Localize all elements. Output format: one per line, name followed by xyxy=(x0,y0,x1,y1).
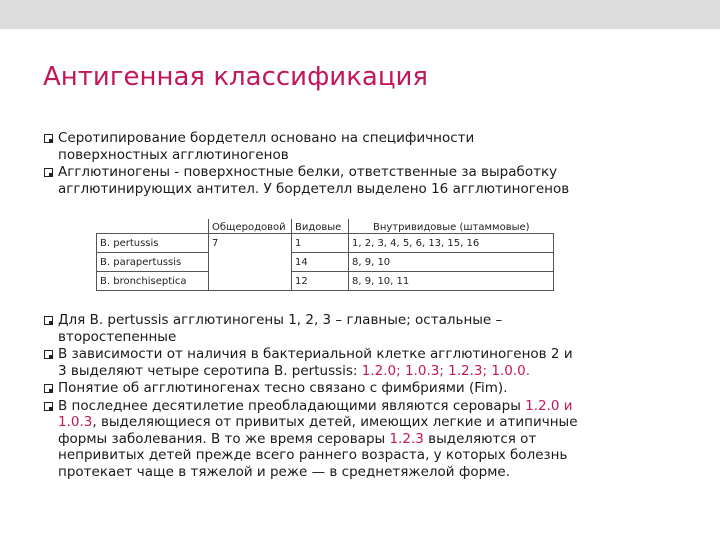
table-header-cell: Видовые xyxy=(292,219,349,234)
top-bar xyxy=(0,0,720,29)
table-cell: 12 xyxy=(292,272,349,291)
bullet-icon xyxy=(43,133,55,145)
bullet-agglutinogens: Агглютиногены - поверхностные белки, ответственные за выработку агглютинирующих антител. У бордетелл выделено 16 агглютиногенов xyxy=(43,164,683,197)
table-cell: 8, 9, 10 xyxy=(349,253,554,272)
serovar-code: 1.2.3 xyxy=(389,430,424,447)
table-header-cell xyxy=(97,219,209,234)
bullet-icon xyxy=(43,315,55,327)
table-cell: B. parapertussis xyxy=(97,253,209,272)
table-cell xyxy=(209,253,292,272)
table-cell: 1, 2, 3, 4, 5, 6, 13, 15, 16 xyxy=(349,234,554,253)
serovar-code: 1.2.0 и xyxy=(525,397,573,414)
bullet-icon xyxy=(43,349,55,361)
table-cell xyxy=(209,272,292,291)
bullet-serotypes: В зависимости от наличия в бактериальной клетке агглютиногенов 2 и 3 выделяют четыре серотипа B. pertussis: 1.2.0; 1.0.3; 1.2.3; 1.0.0. xyxy=(43,346,683,379)
bullet-list-bottom xyxy=(43,312,683,481)
bullet-main-agglutinogens: Для B. pertussis агглютиногены 1, 2, 3 – главные; остальные – второстепенные xyxy=(43,312,683,345)
agglutinogen-table xyxy=(96,219,554,291)
table-cell: 8, 9, 10, 11 xyxy=(349,272,554,291)
table-row xyxy=(97,253,554,272)
table-header-cell: Внутривидовые (штаммовые) xyxy=(372,222,530,233)
slide-title: Антигенная классификация xyxy=(43,62,429,92)
bullet-serovars: В последнее десятилетие преобладающими являются серовары 1.2.0 и 1.0.3, выделяющиеся от привитых детей, имеющих легкие и атипичные формы заболевания. В то же время серовары 1.2.3 выделяются от непривитых детей прежде всего раннего возраста, у которых болезнь протекает чаще в тяжелой и реже — в среднетяжелой форме. xyxy=(43,398,683,481)
table-cell: 7 xyxy=(209,234,292,253)
bullet-icon xyxy=(43,401,55,413)
bullet-list-top xyxy=(43,130,683,198)
bullet-icon xyxy=(43,167,55,179)
serovar-code: 1.0.3 xyxy=(58,414,93,430)
serotype-codes: 1.2.0; 1.0.3; 1.2.3; 1.0.0. xyxy=(361,362,530,379)
table-cell: 14 xyxy=(292,253,349,272)
table-row xyxy=(97,234,554,253)
bullet-icon xyxy=(43,383,55,395)
table-cell: B. bronchiseptica xyxy=(97,272,209,291)
bullet-serotyping: Серотипирование бордетелл основано на специфичности поверхностных агглютиногенов xyxy=(43,130,683,163)
table-header-cell: Общеродовой xyxy=(209,219,292,234)
table-cell: B. pertussis xyxy=(97,234,209,253)
bullet-fimbriae: Понятие об агглютиногенах тесно связано с фимбриями (Fim). xyxy=(43,380,683,397)
table-header-row xyxy=(97,219,554,234)
table-cell: 1 xyxy=(292,234,349,253)
table-row xyxy=(97,272,554,291)
